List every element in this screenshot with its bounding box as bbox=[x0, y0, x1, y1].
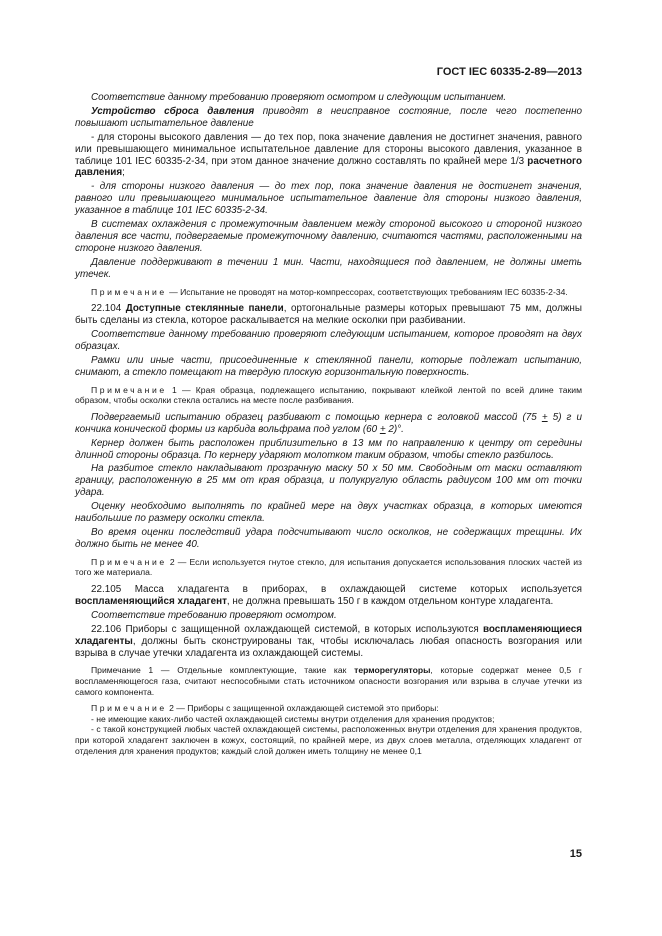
paragraph-glass-frames: Рамки или иные части, присоединенные к стеклянной панели, которые подлежат испытанию, снимают, а стекло помещают на твердую плоскую горизонтальную поверхность. bbox=[75, 354, 582, 378]
page-body bbox=[75, 92, 582, 756]
note-list-item: - не имеющие каких-либо частей охлаждающей системы внутри отделения для хранения продуктов; bbox=[91, 713, 495, 724]
paragraph-pressure-hold: Давление поддерживают в течении 1 мин. Части, находящиеся под давлением, не должны иметь утечек. bbox=[75, 256, 582, 280]
note-list-item: - с такой конструкцией любых частей охлаждающей системы, расположенных внутри отделения для хранения продуктов, при которой хладагент заключен в кожух, состоящий, по крайней мере, из двух слоев металла, отделяющих хладагент от отделения для хранения продуктов; каждый слой должен иметь толщину не менее 0,1 bbox=[75, 724, 582, 756]
paragraph-compliance-intro: Соответствие данному требованию проверяют осмотром и следующим испытанием. bbox=[91, 92, 507, 103]
note-motor-compressors: Примечание — Испытание не проводят на мотор-компрессорах, соответствующих требованиям IEC 60335-2-34. bbox=[91, 286, 568, 297]
term-flammable-refrigerants: воспламеняющиеся хладагенты bbox=[75, 623, 582, 647]
page-number: 15 bbox=[569, 848, 582, 860]
document-header: ГОСТ IEC 60335-2-89—2013 bbox=[436, 66, 582, 78]
paragraph-22-106: 22.106 Приборы с защищенной охлаждающей системой, в которых используются воспламеняющиеся хладагенты, должны быть сконструированы так, чтобы исключалась любая опасность возгорания или взрыва в случае утечки хладагента из охлаждающей системы. bbox=[75, 623, 582, 659]
note-thermostats: Примечание 1 — Отдельные комплектующие, такие как терморегуляторы, которые содержат менее 0,5 г воспламеняющегося газа, считают неспособными стать источником опасности возгорания или взрыва в случае утечки из самого компонента. bbox=[75, 665, 582, 697]
paragraph-punch-position: Кернер должен быть расположен приблизительно в 13 мм по направлению к центру от середины длинной стороны образца. По кернеру ударяют молотком таким образом, чтобы стекло разбилось. bbox=[75, 437, 582, 461]
term-accessible-glass-panels: Доступные стеклянные панели bbox=[125, 303, 284, 315]
term-design-pressure: расчетного давления bbox=[75, 155, 582, 179]
paragraph-glass-test-intro: Соответствие данному требованию проверяют следующим испытанием, которое проводят на двух образцах. bbox=[75, 329, 582, 352]
paragraph-inspection: Соответствие требованию проверяют осмотром. bbox=[91, 609, 337, 621]
term-pressure-relief-device: Устройство сброса давления bbox=[91, 105, 255, 117]
paragraph-high-pressure-side: - для стороны высокого давления — до тех пор, пока значение давления не достигнет значения, равного или превышающего минимальное испытательное давление для стороны высокого давления, указанное в таблице 101 IEC 60335-2-34, при этом данное значение должно составлять по крайней мере 1/3 расчетного давления; bbox=[75, 131, 582, 179]
paragraph-intermediate-pressure: В системах охлаждения с промежуточным давлением между стороной высокого и стороной низкого давления все части, подвергаемые промежуточному давлению, считаются частями, расположенными на стороне низкого давления. bbox=[75, 219, 582, 254]
paragraph-low-pressure-side: - для стороны низкого давления — до тех пор, пока значение давления не достигнет значения, равного или превышающего минимальное испытательное давление для стороны низкого давления, указанное в таблице 101 IEC 60335-2-34. bbox=[75, 181, 582, 217]
note-curved-glass: Примечание 2 — Если используется гнутое стекло, для испытания допускается использования плоских частей из того же материала. bbox=[75, 556, 582, 578]
paragraph-fragment-count: Во время оценки последствий удара подсчитывают число осколков, не содержащих трещины. Их должно быть не менее 40. bbox=[75, 526, 582, 550]
paragraph-22-104: 22.104 Доступные стеклянные панели, ортогональные размеры которых превышают 75 мм, должны быть сделаны из стекла, которое раскалывается на мелкие осколки при разбивании. bbox=[75, 303, 582, 327]
paragraph-pressure-relief: Устройство сброса давления приводят в неисправное состояние, после чего постепенно повышают испытательное давление bbox=[75, 105, 582, 129]
note-protected-systems: Примечание 2 — Приборы с защищенной охлаждающей системой это приборы: bbox=[91, 703, 439, 714]
term-thermostats: терморегуляторы bbox=[354, 665, 431, 676]
note-sample-edges: Примечание 1 — Края образца, подлежащего испытанию, покрывают клейкой лентой по всей длине таким образом, чтобы осколки стекла остались на месте после разбивания. bbox=[75, 384, 582, 406]
paragraph-22-105: 22.105 Масса хладагента в приборах, в охлаждающей системе которых используется воспламеняющийся хладагент, не должна превышать 150 г в каждом отдельном контуре хладагента. bbox=[75, 583, 582, 607]
paragraph-mask: На разбитое стекло накладывают прозрачную маску 50 х 50 мм. Свободным от маски оставляют границу, расположенную в 25 мм от края образца, и полукруглую область радиусом 100 мм от точки удара. bbox=[75, 463, 582, 499]
paragraph-evaluation-areas: Оценку необходимо выполнять по крайней мере на двух участках образца, в которых имеются наибольшие по размеру осколки стекла. bbox=[75, 501, 582, 525]
paragraph-center-punch: Подвергаемый испытанию образец разбивают с помощью кернера с головкой массой (75 + 5) г и кончика конической формы из карбида вольфрама под углом (60 + 2)°. bbox=[75, 411, 582, 435]
term-flammable-refrigerant: воспламеняющийся хладагент bbox=[75, 595, 227, 607]
